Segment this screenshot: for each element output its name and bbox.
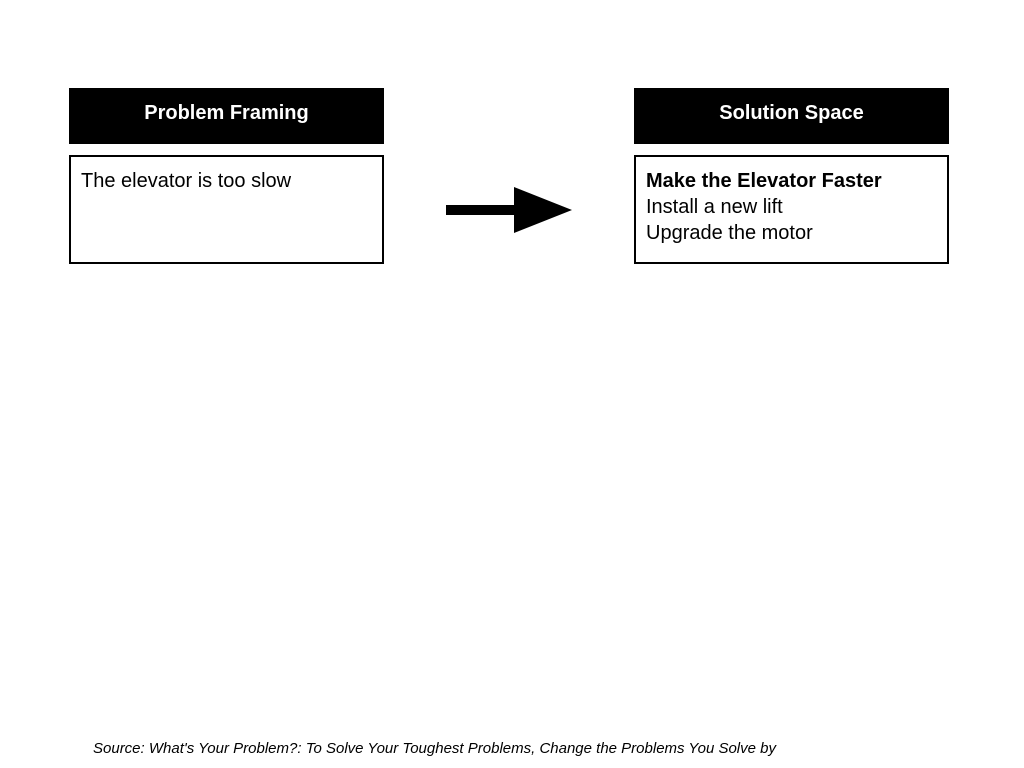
solution-item: Upgrade the motor — [646, 222, 813, 244]
problem-statement: The elevator is too slow — [81, 170, 292, 192]
solution-space-box — [634, 155, 949, 264]
solution-space-header: Solution Space — [634, 88, 949, 144]
source-citation: Source: What's Your Problem?: To Solve Your Toughest Problems, Change the Problems You Solve by — [93, 740, 776, 757]
problem-framing-box — [69, 155, 384, 264]
solution-title: Make the Elevator Faster — [646, 170, 882, 192]
problem-framing-header: Problem Framing — [69, 88, 384, 144]
solution-item: Install a new lift — [646, 196, 783, 218]
right-arrow-icon — [444, 185, 574, 235]
